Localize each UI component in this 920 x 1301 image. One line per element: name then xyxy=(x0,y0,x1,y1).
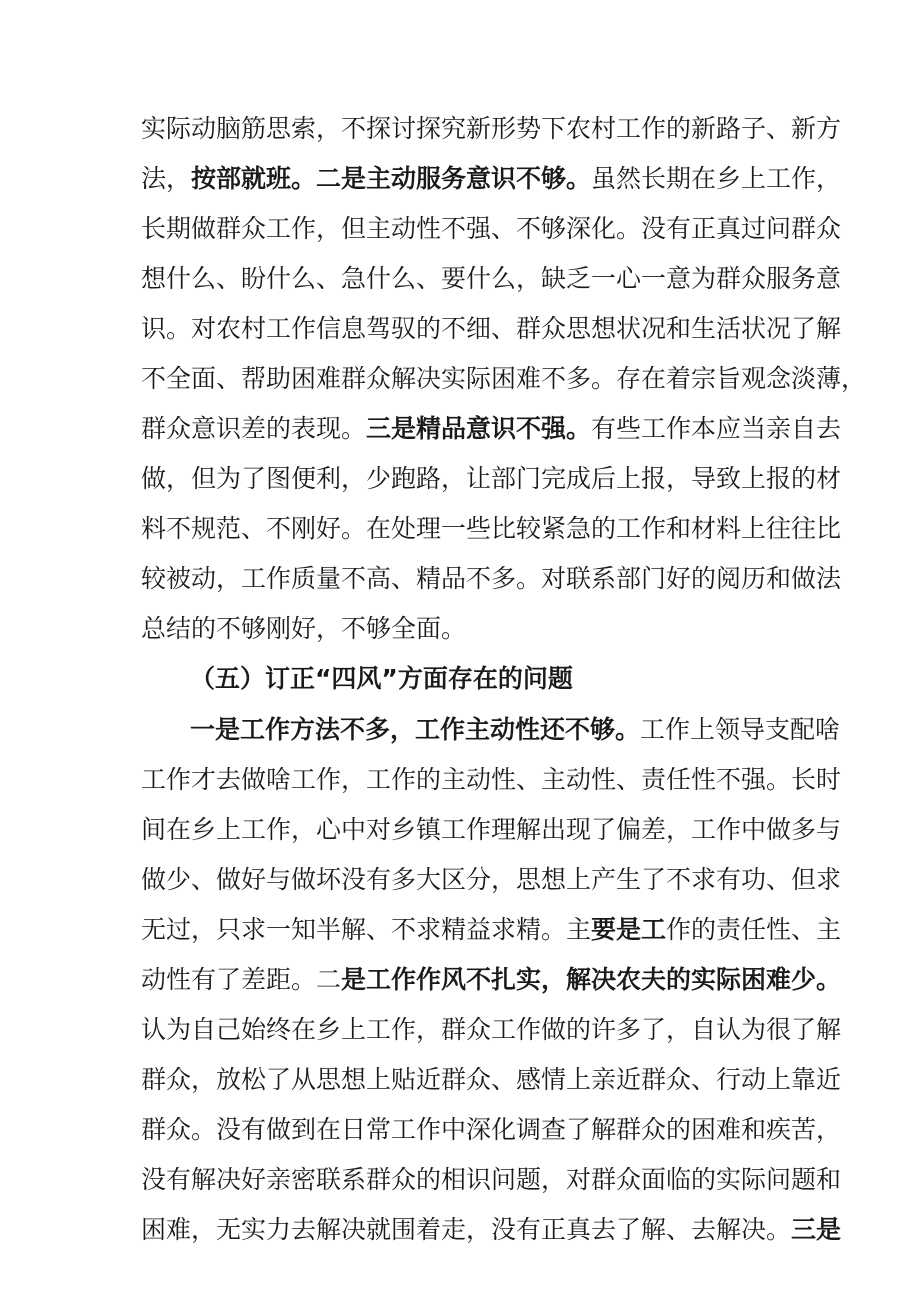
bold-text-segment: 一是工作方法不多，工作主动性还不够。 xyxy=(190,715,641,744)
text-segment: 实际动脑筋思索，不探讨探究新形势下农村工作的新路子、新方 xyxy=(141,114,842,143)
text-line xyxy=(141,309,842,349)
text-segment: 间在乡上工作，心中对乡镇工作理解出现了偏差，工作中做多与 xyxy=(141,815,842,844)
text-line xyxy=(141,459,842,499)
text-line xyxy=(141,960,842,1000)
text-segment: 动性有了差距。二 xyxy=(141,965,342,994)
text-segment: 认为自己始终在乡上工作，群众工作做的许多了，自认为很了解 xyxy=(141,1015,842,1044)
text-segment: 工作才去做啥工作，工作的主动性、主动性、责任性不强。长时 xyxy=(141,765,842,794)
bold-text-segment: 三是 xyxy=(791,1215,842,1244)
text-segment: 较被动，工作质量不高、精品不多。对联系部门好的阅历和做法 xyxy=(141,564,842,593)
text-segment: 工作上领导支配啥 xyxy=(640,715,841,744)
text-segment: 做，但为了图便利，少跑路，让部门完成后上报，导致上报的材 xyxy=(141,464,842,493)
text-segment: 群众意识差的表现。 xyxy=(141,414,367,443)
text-line xyxy=(141,1010,842,1050)
text-line xyxy=(141,609,801,649)
text-line xyxy=(141,1110,842,1150)
bold-text-segment: 按部就班。二是主动服务意识不够。 xyxy=(191,164,592,193)
text-line xyxy=(141,159,842,199)
text-segment: 群众，放松了从思想上贴近群众、感情上亲近群众、行动上靠近 xyxy=(141,1065,842,1094)
text-segment: 有些工作本应当亲自去 xyxy=(591,414,842,443)
text-segment: 长期做群众工作，但主动性不强、不够深化。没有正真过问群众 xyxy=(141,214,842,243)
text-segment: 群众。没有做到在日常工作中深化调查了解群众的困难和疾苦， xyxy=(141,1115,842,1144)
text-line xyxy=(141,559,842,599)
bold-text-segment: 是工作作风不扎实，解决农夫的实际困难少。 xyxy=(341,965,842,994)
text-segment: 无过，只求一知半解、不求精益求精。主 xyxy=(141,915,592,944)
text-line xyxy=(141,209,842,249)
text-segment: 想什么、盼什么、急什么、要什么，缺乏一心一意为群众服务意 xyxy=(141,264,842,293)
text-line xyxy=(141,1060,842,1100)
text-line xyxy=(141,509,842,549)
text-line xyxy=(141,760,842,800)
text-line xyxy=(141,359,867,399)
text-segment: 法， xyxy=(141,164,192,193)
section-heading xyxy=(190,659,801,699)
text-segment: 不全面、帮助困难群众解决实际困难不多。存在着宗旨观念淡薄， xyxy=(141,364,867,393)
text-line xyxy=(141,1160,842,1200)
text-line xyxy=(141,109,842,149)
bold-text-segment: 三是精品意识不强。 xyxy=(366,414,592,443)
text-segment: 没有解决好亲密联系群众的相识问题，对群众面临的实际问题和 xyxy=(141,1165,842,1194)
text-line xyxy=(141,259,842,299)
text-segment: 作的责任性、主 xyxy=(666,915,842,944)
text-line xyxy=(141,409,842,449)
text-segment: 虽然长期在乡上工作， xyxy=(591,164,842,193)
bold-text-segment: （五）订正“四风”方面存在的问题 xyxy=(190,664,573,693)
text-segment: 做少、做好与做坏没有多大区分，思想上产生了不求有功、但求 xyxy=(141,865,842,894)
text-segment: 困难，无实力去解决就围着走，没有正真去了解、去解决。 xyxy=(141,1215,792,1244)
text-line xyxy=(190,710,841,750)
text-segment: 料不规范、不刚好。在处理一些比较紧急的工作和材料上往往比 xyxy=(141,514,842,543)
text-line xyxy=(141,860,842,900)
bold-text-segment: 要是工 xyxy=(591,915,667,944)
text-segment: 总结的不够刚好，不够全面。 xyxy=(141,614,467,643)
text-line xyxy=(141,1210,842,1250)
text-segment: 识。对农村工作信息驾驭的不细、群众思想状况和生活状况了解 xyxy=(141,314,842,343)
text-line xyxy=(141,810,842,850)
text-line xyxy=(141,910,842,950)
